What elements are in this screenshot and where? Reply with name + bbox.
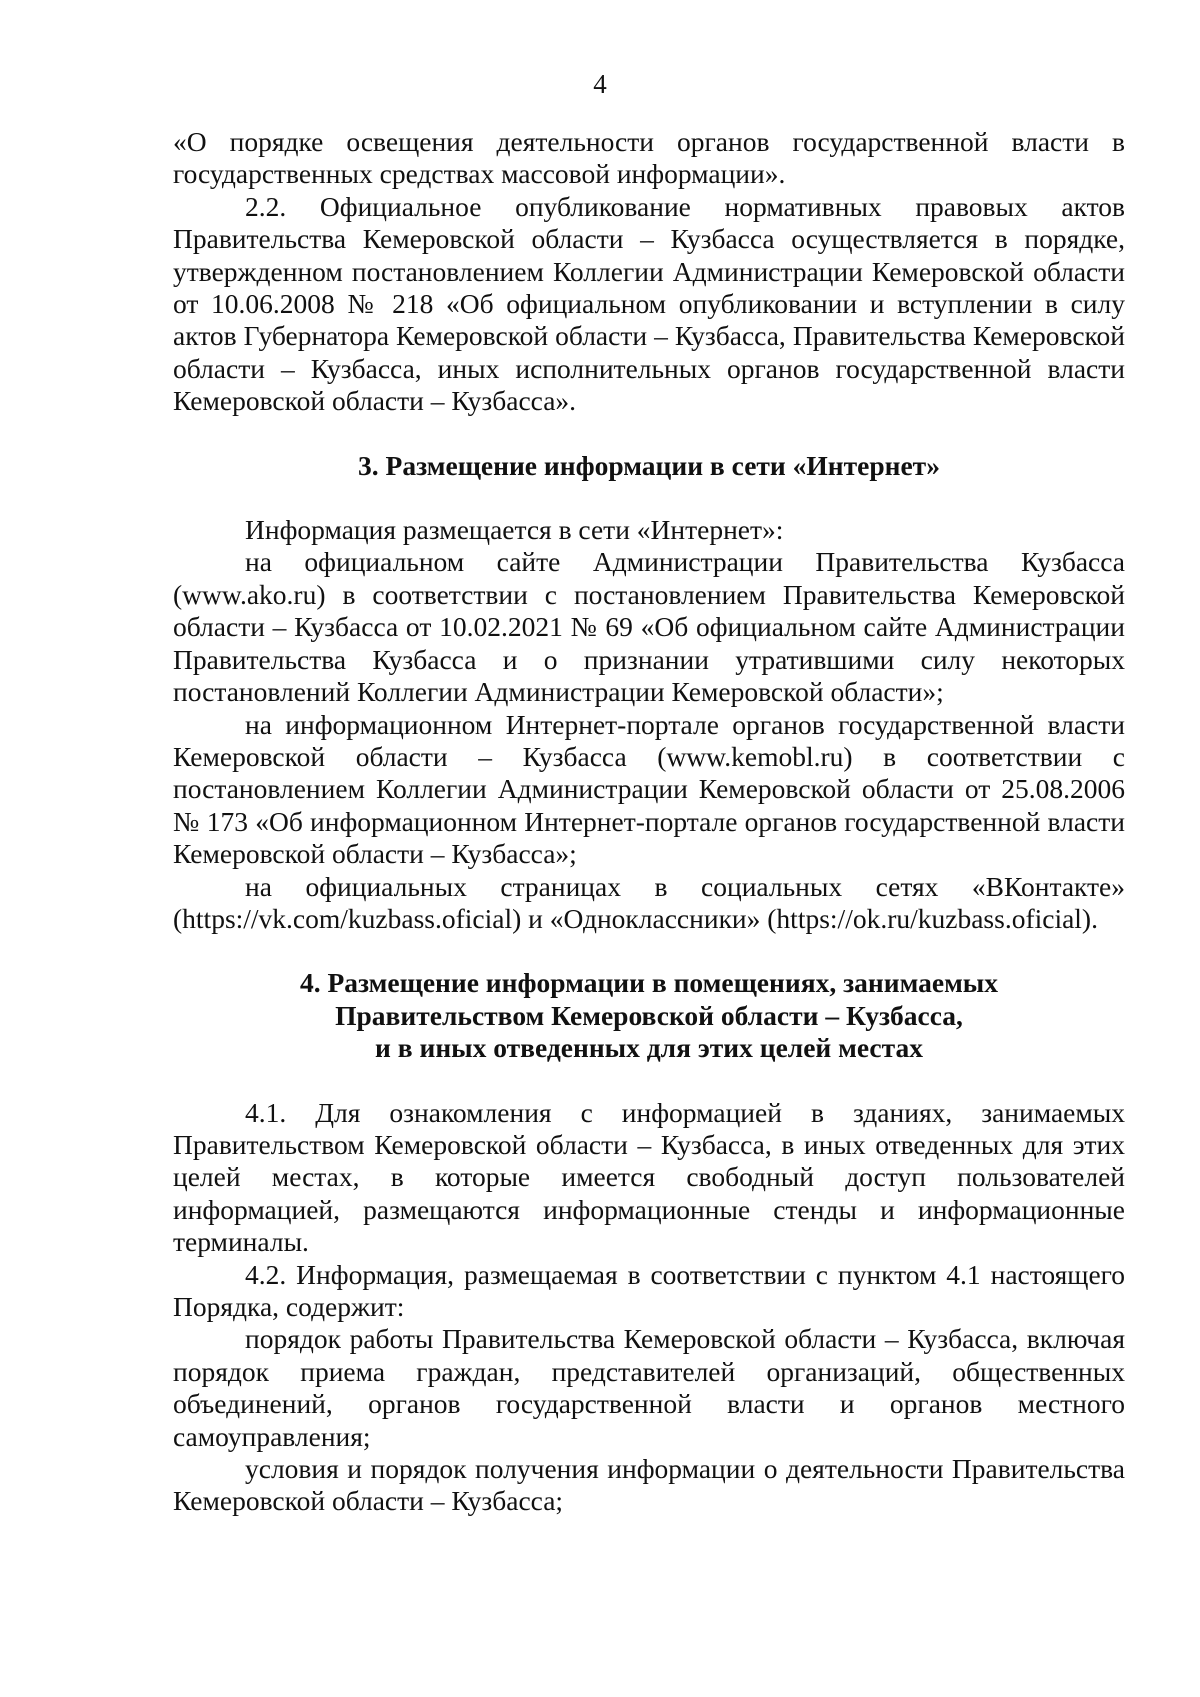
paragraph-social-networks: на официальных страницах в социальных сетях «ВКонтакте» (https://vk.com/kuzbass.oficial) и «Одноклассники» (https://ok.ru/kuzbass.oficial). — [173, 870, 1125, 934]
section-4-heading-line: Правительством Кемеровской области – Кузбасса, — [335, 999, 963, 1031]
paragraph-internet-intro: Информация размещается в сети «Интернет»: — [245, 514, 784, 546]
page-number: 4 — [593, 69, 607, 99]
paragraph-4-2: 4.2. Информация, размещаемая в соответствии с пунктом 4.1 настоящего Порядка, содержит: — [173, 1258, 1125, 1322]
paragraph-4-1: 4.1. Для ознакомления с информацией в зданиях, занимаемых Правительством Кемеровской области – Кузбасса, в иных отведенных для этих целей местах, в которые имеется свободный доступ пользователей информацией, размещаются информационные стенды и информационные терминалы. — [173, 1096, 1125, 1258]
paragraph-access-conditions: условия и порядок получения информации о деятельности Правительства Кемеровской области – Кузбасса; — [173, 1453, 1125, 1517]
spacer — [173, 418, 1125, 450]
paragraph-ako-site: на официальном сайте Администрации Правительства Кузбасса (www.ako.ru) в соответствии с постановлением Правительства Кемеровской области – Кузбасса от 10.02.2021 № 69 «Об официальном сайте Администрации Правительства Кузбасса и о признании утратившими силу некоторых постановлений Коллегии Администрации Кемеровской области»; — [173, 546, 1125, 708]
spacer — [173, 935, 1125, 967]
section-4-heading — [173, 967, 1125, 1064]
section-4-heading-line: и в иных отведенных для этих целей местах — [375, 1032, 923, 1064]
spacer — [173, 1065, 1125, 1097]
paragraph-2-2: 2.2. Официальное опубликование нормативных правовых актов Правительства Кемеровской области – Кузбасса осуществляется в порядке, утвержденном постановлением Коллегии Администрации Кемеровской области от 10.06.2008 № 218 «Об официальном опубликовании и вступлении в силу актов Губернатора Кемеровской области – Кузбасса, Правительства Кемеровской области – Кузбасса, иных исполнительных органов государственной власти Кемеровской области – Кузбасса». — [173, 190, 1125, 417]
paragraph-kemobl-portal: на информационном Интернет-портале органов государственной власти Кемеровской области – Кузбасса (www.kemobl.ru) в соответствии с постановлением Коллегии Администрации Кемеровской области от 25.08.2006 № 173 «Об информационном Интернет-портале органов государственной власти Кемеровской области – Кузбасса»; — [173, 708, 1125, 870]
spacer — [173, 482, 1125, 514]
section-4-heading-line: 4. Размещение информации в помещениях, занимаемых — [299, 967, 999, 999]
paragraph-work-order: порядок работы Правительства Кемеровской области – Кузбасса, включая порядок приема граждан, представителей организаций, общественных объединений, органов государственной власти и органов местного самоуправления; — [173, 1323, 1125, 1452]
section-3-heading: 3. Размещение информации в сети «Интернет» — [358, 449, 940, 481]
document-body — [173, 126, 1125, 1518]
paragraph-media-order: «О порядке освещения деятельности органов государственной власти в государственных средствах массовой информации». — [173, 126, 1125, 190]
